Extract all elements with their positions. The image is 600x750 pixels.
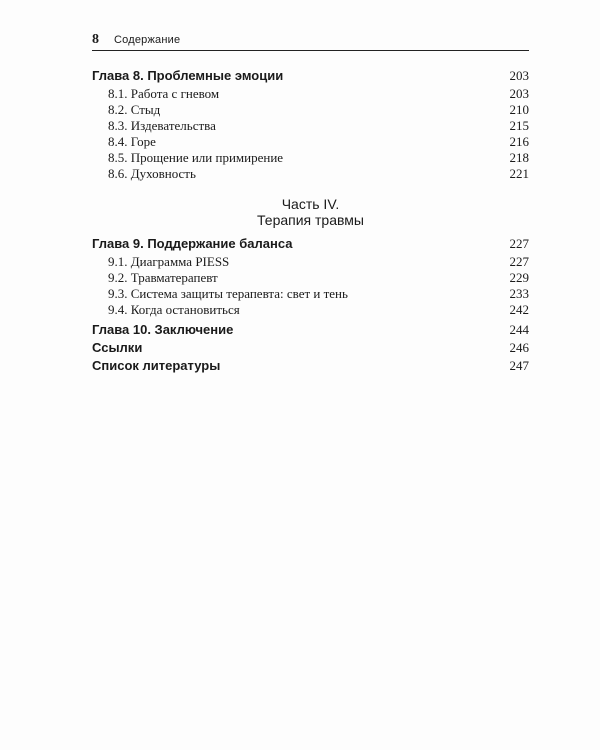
toc-chapter-8 — [92, 68, 529, 84]
toc-section — [92, 86, 529, 102]
toc-page-number: 244 — [509, 322, 529, 337]
toc-section — [92, 302, 529, 318]
page-number: 8 — [92, 32, 99, 47]
toc-page-number: 218 — [509, 150, 529, 165]
toc-chapter-title: Список литературы — [92, 358, 221, 373]
toc-page-number: 247 — [509, 358, 529, 373]
toc-chapter-title: Глава 9. Поддержание баланса — [92, 236, 293, 251]
toc-page-number: 203 — [509, 86, 529, 101]
part-heading-title: Терапия травмы — [257, 212, 364, 228]
toc-chapter-10 — [92, 322, 529, 338]
toc-chapter-title: Ссылки — [92, 340, 143, 355]
toc-chapter-9 — [92, 236, 529, 252]
toc-links — [92, 340, 529, 356]
toc-section-title: 9.1. Диаграмма PIESS — [108, 254, 230, 269]
toc-section — [92, 270, 529, 286]
toc-section-title: 9.3. Система защиты терапевта: свет и тень — [108, 286, 348, 301]
toc-bibliography — [92, 358, 529, 374]
toc-page-number: 215 — [509, 118, 529, 133]
toc-page-number: 246 — [509, 340, 529, 355]
toc-section — [92, 102, 529, 118]
toc-section — [92, 150, 529, 166]
toc-section-title: 9.4. Когда остановиться — [108, 302, 240, 317]
toc-section-title: 8.5. Прощение или примирение — [108, 150, 284, 165]
toc-page-number: 210 — [509, 102, 529, 117]
toc-section — [92, 134, 529, 150]
toc-chapter-title: Глава 10. Заключение — [92, 322, 234, 337]
toc-section-title: 8.4. Горе — [108, 134, 156, 149]
toc-section — [92, 166, 529, 182]
running-header — [92, 30, 529, 51]
toc-page-number: 233 — [509, 286, 529, 301]
toc-page-number: 229 — [509, 270, 529, 285]
toc-chapter-title: Глава 8. Проблемные эмоции — [92, 68, 284, 83]
toc-section-title: 8.6. Духовность — [108, 166, 196, 181]
toc-page-number: 203 — [509, 68, 529, 83]
running-title: Содержание — [114, 34, 181, 46]
toc-page-number: 221 — [509, 166, 529, 181]
toc-section — [92, 286, 529, 302]
toc-section-title: 8.2. Стыд — [108, 102, 161, 117]
toc-section — [92, 118, 529, 134]
toc-page-number: 227 — [509, 254, 529, 269]
toc-page-number: 227 — [509, 236, 529, 251]
toc-section — [92, 254, 529, 270]
toc-section-title: 8.3. Издевательства — [108, 118, 216, 133]
toc-section-title: 9.2. Травматерапевт — [108, 270, 218, 285]
toc-section-title: 8.1. Работа с гневом — [108, 86, 220, 101]
part-heading-label: Часть IV. — [281, 196, 340, 212]
toc-page-number: 242 — [509, 302, 529, 317]
toc-page-number: 216 — [509, 134, 529, 149]
